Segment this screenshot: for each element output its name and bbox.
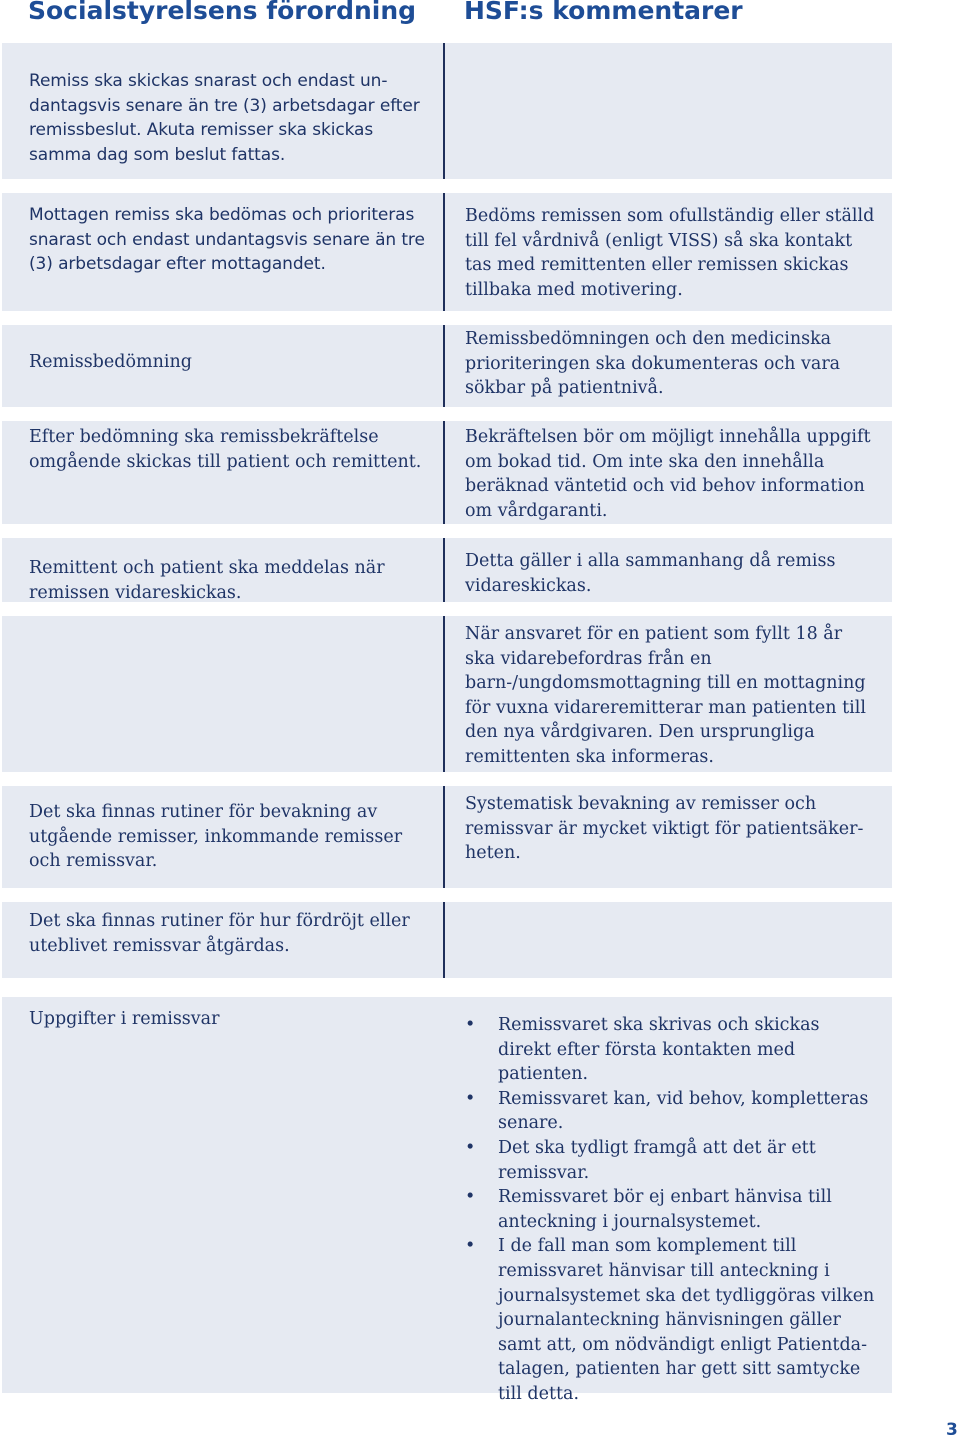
bullet-icon: • [465,1088,476,1109]
list-item: • Remissvaret kan, vid behov, kompletteras senare. [465,1088,869,1134]
column-divider [443,786,445,888]
regulation-text-assessment: Mottagen remiss ska bedömas och prioriteras snarast och endast undantagsvis senare än tre (3) arbetsdagar efter mottagandet. [29,205,425,275]
column-divider [443,616,445,772]
column-divider [443,538,445,602]
regulation-text-confirmation: Efter bedömning ska remissbekräftelse omgående skickas till patient och remittent. [29,427,422,472]
column-divider [443,421,445,524]
column-divider [443,193,445,311]
comment-text-incomplete-remiss: Bedöms remissen som ofullständig eller ställd till fel vårdnivå (enligt VISS) så ska kontakt tas med remittenten eller remissen skickas tillbaka med motivering. [465,206,875,300]
list-item: • Remissvaret bör ej enbart hänvisa till anteckning i journalsystemet. [465,1187,832,1232]
right-column-heading: HSF:s kommentarer [464,0,743,25]
comment-text-age-transfer: När ansvaret för en patient som fyllt 18 år ska vidarebefordras från en barn-/ungdomsmottagning till en mottagning för vuxna vidareremitterar man patienten till den nya vårdgivaren. Den ursprungliga remittenten ska informeras. [465,624,866,767]
bullet-icon: • [465,1137,476,1158]
regulation-text-remiss-timing: Remiss ska skickas snarast och endast undantagsvis senare än tre (3) arbetsdagar efter remissbeslut. Akuta remisser ska skickas samma dag som beslut fattas. [29,71,420,165]
left-column-heading: Socialstyrelsens förordning [28,0,417,25]
regulation-text-monitoring: Det ska finnas rutiner för bevakning av utgående remisser, inkommande remisser och remissvar. [29,802,403,872]
column-divider [443,325,445,407]
bullet-icon: • [465,1015,476,1035]
regulation-subheading-remissvar: Uppgifter i remissvar [29,1009,220,1029]
comment-text-monitoring: Systematisk bevakning av remisser och remissvar är mycket viktigt för patientsäkerheten. [465,794,864,864]
column-divider [443,902,445,978]
bullet-icon: • [465,1187,476,1208]
comment-text-forwarding: Detta gäller i alla sammanhang då remiss vidareskickas. [465,551,836,596]
list-item: • Det ska tydligt framgå att det är ett remissvar. [465,1137,816,1183]
bullet-icon: • [465,1236,476,1257]
comment-text-confirmation: Bekräftelsen bör om möjligt innehålla uppgift om bokad tid. Om inte ska den innehålla beräknad väntetid och vid behov information om vårdgaranti. [465,427,871,521]
regulation-text-delayed-response: Det ska finnas rutiner för hur fördröjt eller uteblivet remissvar åtgärdas. [29,911,410,956]
list-item: • Remissvaret ska skrivas och skickas direkt efter första kontakten med patienten. [465,1015,820,1085]
comment-text-documentation: Remissbedömningen och den medicinska prioriteringen ska dokumenteras och vara sökbar på patientnivå. [465,329,841,399]
list-item: • I de fall man som komplement till remissvaret hänvisar till anteckning i journalsystemet ska det tydliggöras vilken journalanteckning hänvisningen gäller samt att, om nödvändigt enligt Patientdatalagen, patienten har gett sitt samtycke till detta. [465,1236,875,1404]
page-number: 3 [946,1420,958,1440]
regulation-subheading-remissbedomning: Remissbedömning [29,352,192,372]
regulation-text-forwarding: Remittent och patient ska meddelas när remissen vidareskickas. [29,558,385,603]
column-divider [443,43,445,179]
remissvar-bullet-list [465,1013,875,1407]
